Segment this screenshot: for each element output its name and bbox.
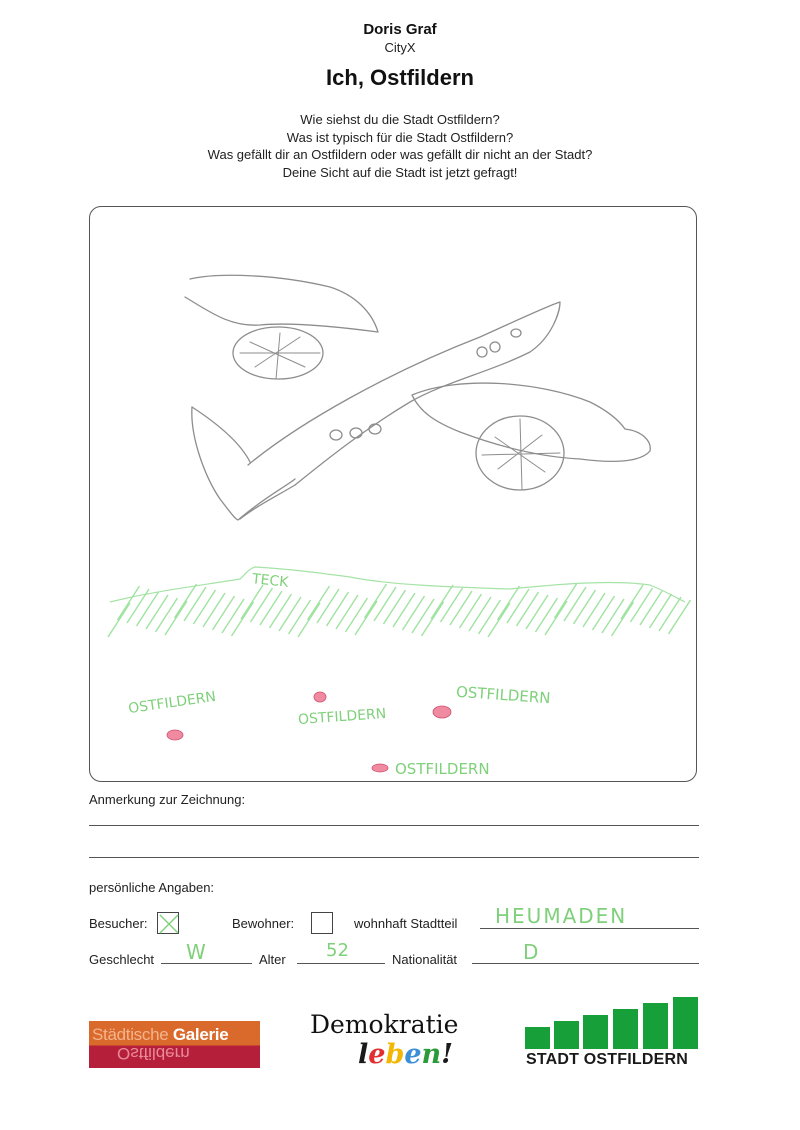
galerie-logo-line2: Ostfildern	[117, 1044, 190, 1063]
annotation-line[interactable]	[89, 825, 699, 826]
tail-fin	[192, 407, 295, 520]
ostfildern-label: OSTFILDERN	[127, 688, 217, 718]
hatch-stroke	[232, 602, 254, 636]
hatch-stroke	[441, 588, 463, 622]
hatch-stroke	[213, 596, 235, 630]
tail-top	[192, 407, 250, 462]
question-line: Wie siehst du die Stadt Ostfildern?	[300, 112, 500, 127]
logo-bar	[583, 1015, 608, 1049]
hatch-stroke	[640, 591, 662, 625]
hatch-stroke	[118, 586, 140, 620]
hatch-stroke	[536, 598, 558, 632]
teck-label: TECK	[251, 571, 290, 591]
prompt-questions	[0, 111, 800, 181]
fuselage-lower	[240, 485, 295, 519]
hatch-stroke	[184, 587, 206, 621]
personal-data-label: persönliche Angaben:	[89, 880, 215, 895]
hatch-stroke	[165, 601, 187, 635]
hatch-stroke	[450, 591, 472, 625]
logo-bar	[525, 1027, 550, 1049]
hatch-stroke	[422, 602, 444, 636]
resident-checkbox[interactable]	[311, 912, 333, 934]
hatch-stroke	[574, 590, 596, 624]
visitor-checkbox[interactable]	[157, 912, 179, 934]
check-mark-icon	[158, 913, 180, 935]
gender-line[interactable]	[161, 963, 252, 964]
hatch-stroke	[460, 594, 482, 628]
galerie-logo-line1: Städtische Galerie	[92, 1025, 229, 1044]
logo-bar	[673, 997, 698, 1049]
hatch-stroke	[488, 603, 510, 637]
stadt-logo-bars	[525, 997, 700, 1049]
hatch-stroke	[393, 593, 415, 627]
district-value: HEUMADEN	[495, 904, 628, 928]
hatch-stroke	[346, 598, 368, 632]
question-line: Was gefällt dir an Ostfildern oder was gefällt dir nicht an der Stadt?	[207, 147, 593, 162]
ostfildern-label: OSTFILDERN	[395, 760, 490, 778]
hatch-stroke	[298, 603, 320, 637]
nationality-label: Nationalität	[392, 952, 458, 967]
hatch-stroke	[507, 589, 529, 623]
hatch-stroke	[374, 587, 396, 621]
lower-wing	[412, 383, 650, 461]
hatch-stroke	[156, 598, 178, 632]
hatch-stroke	[384, 590, 406, 624]
district-label: wohnhaft Stadtteil	[354, 916, 458, 931]
hatch-stroke	[498, 586, 520, 620]
hatch-stroke	[412, 599, 434, 633]
nationality-line[interactable]	[472, 963, 699, 964]
project-name: CityX	[384, 40, 416, 55]
demokratie-leben-logo	[308, 1010, 476, 1074]
hatch-stroke	[602, 599, 624, 633]
ostfildern-label: OSTFILDERN	[297, 705, 387, 729]
hatch-stroke	[659, 597, 681, 631]
hatch-stroke	[327, 592, 349, 626]
hatch-stroke	[260, 591, 282, 625]
question-line: Was ist typisch für die Stadt Ostfildern?	[286, 129, 514, 145]
hatch-stroke	[479, 600, 501, 634]
demokratie-text: Demokratie	[310, 1010, 459, 1039]
hatch-stroke	[108, 603, 130, 637]
author-name: Doris Graf	[363, 21, 437, 38]
hatch-stroke	[146, 595, 168, 629]
hatch-stroke	[403, 596, 425, 630]
hatch-stroke	[555, 584, 577, 618]
hatch-stroke	[365, 584, 387, 618]
hatch-stroke	[127, 589, 149, 623]
hatch-stroke	[545, 601, 567, 635]
hatch-stroke	[270, 594, 292, 628]
hatch-stroke	[355, 601, 377, 635]
stadt-ostfildern-text: STADT OSTFILDERN	[526, 1051, 689, 1068]
hatch-stroke	[669, 600, 691, 634]
stadt-ostfildern-logo	[525, 997, 700, 1071]
hatch-stroke	[517, 592, 539, 626]
gender-label: Geschlecht	[89, 952, 155, 967]
drawing-area[interactable]	[89, 206, 697, 782]
hatch-stroke	[564, 587, 586, 621]
page-title: Ich, Ostfildern	[326, 65, 474, 90]
annotation-line[interactable]	[89, 857, 699, 858]
leben-text: leben!	[358, 1039, 454, 1070]
age-label: Alter	[259, 952, 286, 967]
hatch-stroke	[222, 599, 244, 633]
logo-bar	[613, 1009, 638, 1049]
hatch-stroke	[621, 585, 643, 619]
nationality-value: D	[523, 940, 539, 964]
upper-wing	[185, 275, 378, 332]
hatch-stroke	[612, 602, 634, 636]
logo-bar	[643, 1003, 668, 1049]
hatch-stroke	[650, 594, 672, 628]
green-hatch	[108, 584, 691, 637]
hatch-stroke	[469, 597, 491, 631]
question-line: Deine Sicht auf die Stadt ist jetzt gefragt!	[282, 164, 518, 180]
hatch-stroke	[317, 589, 339, 623]
windows	[330, 329, 521, 440]
annotation-label: Anmerkung zur Zeichnung:	[89, 792, 246, 807]
staedtische-galerie-logo	[89, 1021, 260, 1068]
hatch-stroke	[593, 596, 615, 630]
visitor-label: Besucher:	[89, 916, 148, 931]
hatch-stroke	[241, 585, 263, 619]
hatch-stroke	[289, 600, 311, 634]
hatch-stroke	[279, 597, 301, 631]
age-value: 52	[326, 940, 349, 961]
airplane-sketch	[185, 275, 650, 520]
hatch-stroke	[583, 593, 605, 627]
hatch-stroke	[431, 585, 453, 619]
hatch-stroke	[526, 595, 548, 629]
hatch-stroke	[137, 592, 159, 626]
district-line[interactable]	[480, 928, 699, 929]
hatch-stroke	[251, 588, 273, 622]
hatch-stroke	[336, 595, 358, 629]
age-line[interactable]	[297, 963, 385, 964]
hatch-stroke	[194, 590, 216, 624]
ostfildern-label: OSTFILDERN	[455, 682, 552, 708]
hatch-stroke	[308, 586, 330, 620]
gender-value: W	[186, 940, 206, 964]
resident-label: Bewohner:	[232, 916, 295, 931]
logo-bar	[554, 1021, 579, 1049]
hatch-stroke	[203, 593, 225, 627]
hatch-stroke	[631, 588, 653, 622]
